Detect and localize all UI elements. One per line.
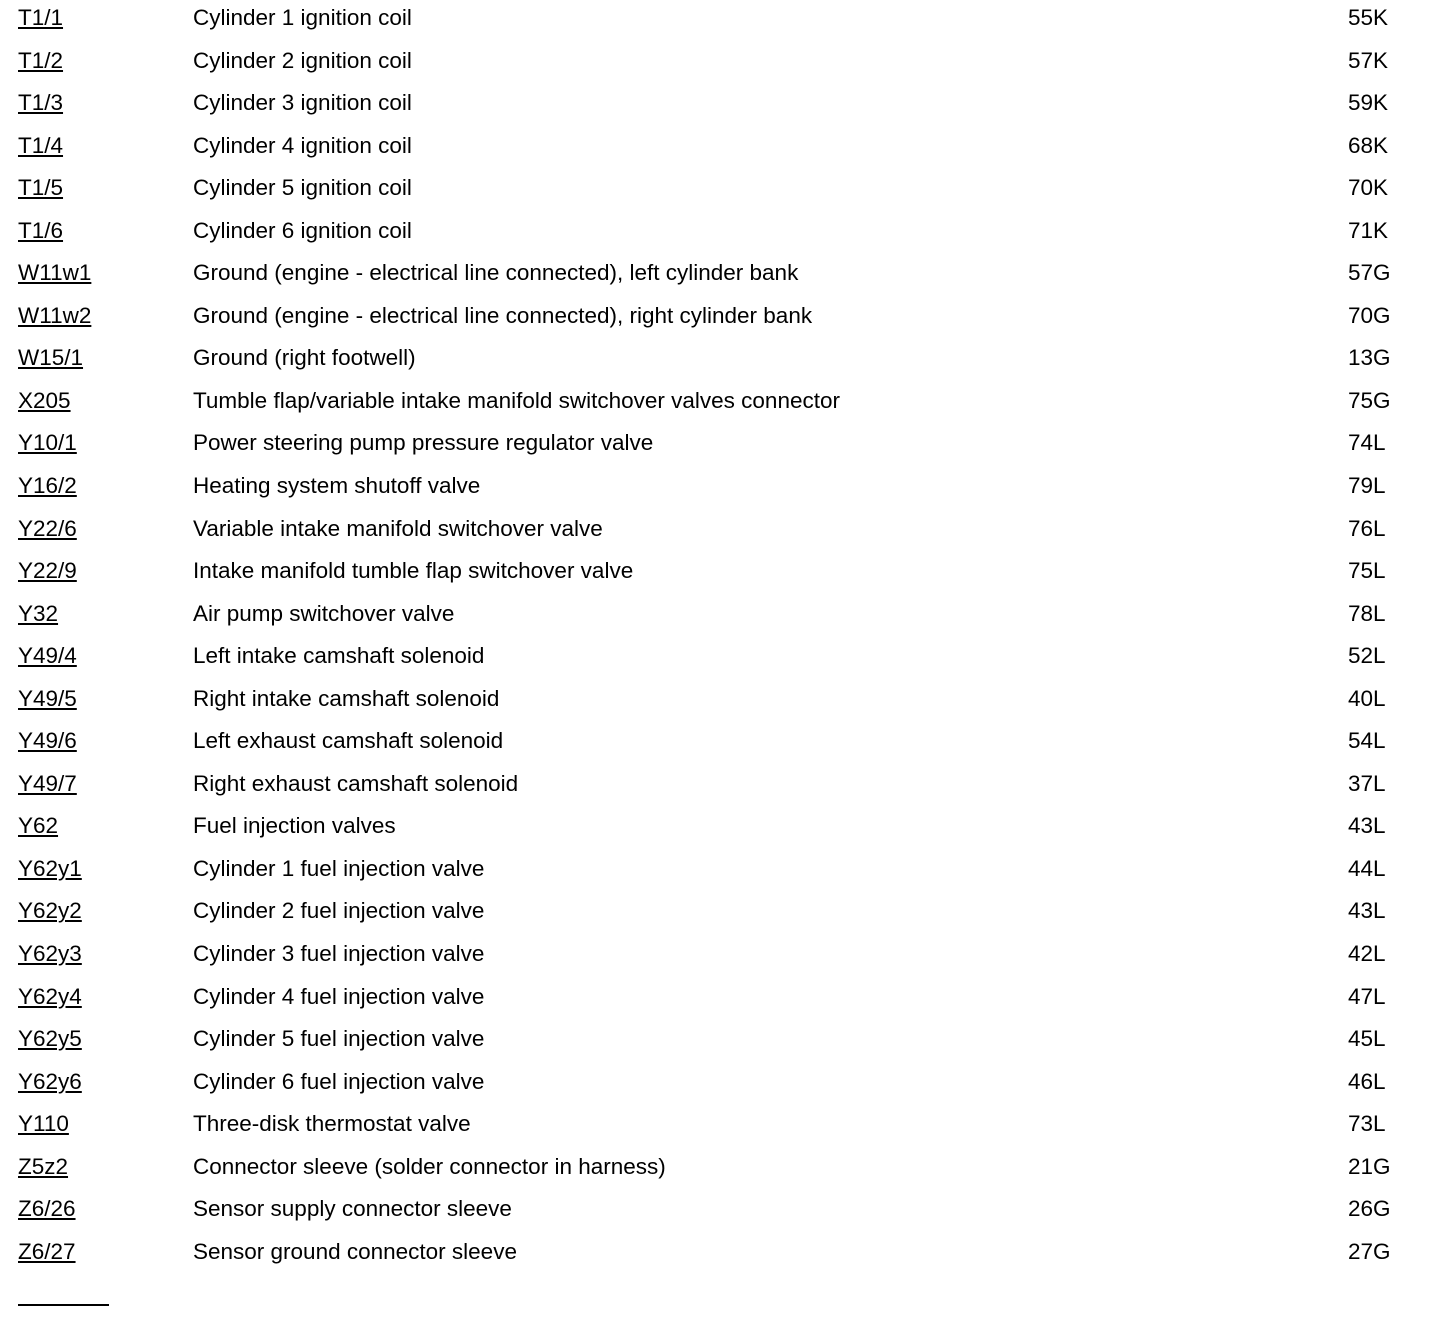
component-description: Cylinder 5 fuel injection valve [193,1026,485,1052]
grid-location: 75L [1348,558,1386,584]
component-code-link[interactable]: Y49/5 [18,685,77,711]
grid-location: 42L [1348,941,1386,967]
table-row [0,766,1456,809]
grid-location: 21G [1348,1153,1391,1179]
table-row [0,468,1456,511]
table-row [0,255,1456,298]
table-row [0,893,1456,936]
grid-location: 74L [1348,430,1386,456]
component-code-link[interactable]: W11w2 [18,302,92,328]
component-code-link[interactable]: Y62y4 [18,983,82,1009]
component-description: Ground (right footwell) [193,345,416,371]
table-row [0,936,1456,979]
table-row [0,979,1456,1022]
grid-location: 79L [1348,473,1386,499]
component-description: Left intake camshaft solenoid [193,643,485,669]
component-code-link[interactable]: Y49/4 [18,643,77,669]
table-row [0,383,1456,426]
component-description: Air pump switchover valve [193,600,455,626]
table-row [0,0,1456,43]
grid-location: 75G [1348,387,1391,413]
table-row [0,1191,1456,1234]
component-code-link[interactable]: Y110 [18,1111,69,1137]
table-row [0,1234,1456,1277]
component-description: Cylinder 4 ignition coil [193,132,412,158]
table-row [0,425,1456,468]
component-code-link[interactable]: Y49/6 [18,728,77,754]
component-description: Right intake camshaft solenoid [193,685,500,711]
table-row [0,851,1456,894]
component-description: Cylinder 6 ignition coil [193,217,412,243]
component-code-link[interactable]: T1/3 [18,90,64,116]
table-row [0,340,1456,383]
component-code-link[interactable]: T1/2 [18,47,64,73]
component-code-link[interactable]: Y62 [18,813,59,839]
grid-location: 70G [1348,302,1391,328]
component-description: Cylinder 4 fuel injection valve [193,983,485,1009]
component-code-link[interactable]: Z6/26 [18,1196,76,1222]
table-row [0,43,1456,86]
component-description: Cylinder 3 ignition coil [193,90,412,116]
grid-location: 47L [1348,983,1386,1009]
table-row [0,1021,1456,1064]
table-row [0,85,1456,128]
grid-location: 54L [1348,728,1386,754]
grid-location: 13G [1348,345,1391,371]
grid-location: 57G [1348,260,1391,286]
component-description: Cylinder 6 fuel injection valve [193,1068,485,1094]
component-code-link[interactable]: W11w1 [18,260,92,286]
grid-location: 26G [1348,1196,1391,1222]
grid-location: 44L [1348,855,1386,881]
component-code-link[interactable]: Y62y2 [18,898,82,924]
component-code-link[interactable]: Z5z2 [18,1153,69,1179]
grid-location: 37L [1348,770,1386,796]
component-description: Variable intake manifold switchover valve [193,515,603,541]
component-description: Cylinder 2 fuel injection valve [193,898,485,924]
grid-location: 46L [1348,1068,1386,1094]
table-row [0,808,1456,851]
grid-location: 27G [1348,1238,1391,1264]
component-description: Ground (engine - electrical line connected), right cylinder bank [193,302,813,328]
table-row [0,298,1456,341]
grid-location: 59K [1348,90,1389,116]
component-code-link[interactable]: Y62y3 [18,941,82,967]
footnote-divider [18,1304,109,1306]
component-code-link[interactable]: Y62y1 [18,855,82,881]
grid-location: 71K [1348,217,1389,243]
table-row [0,553,1456,596]
component-code-link[interactable]: Y22/9 [18,558,77,584]
component-description: Power steering pump pressure regulator valve [193,430,654,456]
component-description: Cylinder 5 ignition coil [193,175,412,201]
grid-location: 78L [1348,600,1386,626]
component-code-link[interactable]: Y62y6 [18,1068,82,1094]
grid-location: 68K [1348,132,1389,158]
component-code-link[interactable]: Y16/2 [18,473,77,499]
table-row [0,596,1456,639]
component-code-link[interactable]: T1/1 [18,5,64,30]
component-code-link[interactable]: W15/1 [18,345,84,371]
table-row [0,1064,1456,1107]
table-row [0,128,1456,171]
grid-location: 52L [1348,643,1386,669]
component-description: Three-disk thermostat valve [193,1111,471,1137]
grid-location: 73L [1348,1111,1386,1137]
component-description: Sensor supply connector sleeve [193,1196,512,1222]
component-code-link[interactable]: X205 [18,387,71,413]
grid-location: 55K [1348,5,1389,30]
component-description: Left exhaust camshaft solenoid [193,728,504,754]
component-description: Ground (engine - electrical line connected), left cylinder bank [193,260,799,286]
component-description: Cylinder 2 ignition coil [193,47,412,73]
component-code-link[interactable]: Y49/7 [18,770,77,796]
component-code-link[interactable]: T1/5 [18,175,64,201]
grid-location: 76L [1348,515,1386,541]
grid-location: 43L [1348,813,1386,839]
table-row [0,723,1456,766]
grid-location: 43L [1348,898,1386,924]
component-description: Sensor ground connector sleeve [193,1238,517,1264]
table-row [0,1106,1456,1149]
component-description: Tumble flap/variable intake manifold switchover valves connector [193,387,840,413]
component-code-link[interactable]: Y32 [18,600,59,626]
component-description: Cylinder 1 ignition coil [193,5,412,30]
component-description: Cylinder 1 fuel injection valve [193,855,485,881]
grid-location: 70K [1348,175,1389,201]
component-code-link[interactable]: T1/4 [18,132,64,158]
grid-location: 40L [1348,685,1386,711]
table-row [0,638,1456,681]
table-row [0,170,1456,213]
component-code-link[interactable]: Y62y5 [18,1026,82,1052]
table-row [0,213,1456,256]
table-row [0,1149,1456,1192]
component-code-link[interactable]: Y10/1 [18,430,77,456]
grid-location: 57K [1348,47,1389,73]
component-code-link[interactable]: T1/6 [18,217,64,243]
component-description: Right exhaust camshaft solenoid [193,770,519,796]
table-row [0,511,1456,554]
component-description: Intake manifold tumble flap switchover valve [193,558,634,584]
grid-location: 45L [1348,1026,1386,1052]
component-description: Cylinder 3 fuel injection valve [193,941,485,967]
component-code-link[interactable]: Y22/6 [18,515,77,541]
component-description: Fuel injection valves [193,813,396,839]
component-description: Heating system shutoff valve [193,473,481,499]
table-row [0,681,1456,724]
component-code-link[interactable]: Z6/27 [18,1238,76,1264]
component-description: Connector sleeve (solder connector in harness) [193,1153,666,1179]
